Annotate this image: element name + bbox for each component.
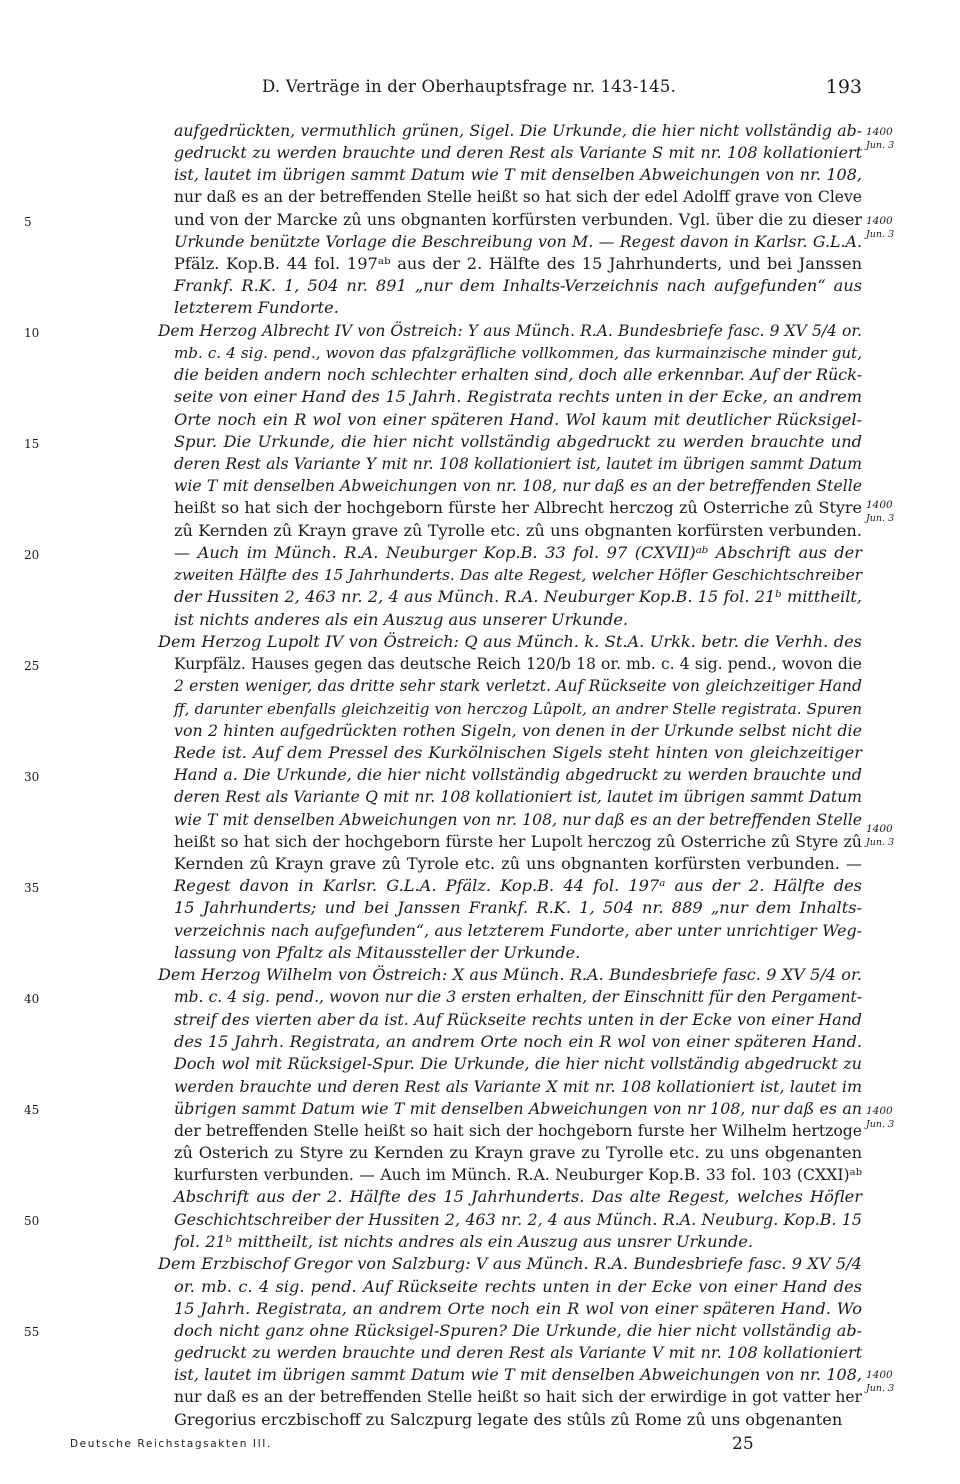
text-line [158,964,862,986]
text-line-content: des 15 Jahrh. Registrata, an andrem Orte noch ein R wol von einer späteren Hand. [174,1032,862,1051]
header-title: D. Verträge in der Oberhauptsfrage nr. 143-145. [262,77,677,96]
text-line [174,497,862,519]
text-line [174,653,862,675]
text-line [174,164,862,186]
margin-date-year: 1400 [866,1105,893,1117]
text-line [174,875,862,897]
text-line [174,1076,862,1098]
text-line [174,186,862,208]
text-line-content: deren Rest als Variante Q mit nr. 108 kollationiert ist, lautet im übrigen sammt Datum [174,787,862,806]
text-line-content: — Auch im Münch. R.A. Neuburger Kop.B. 33 fol. 97 (CXVII)ᵃᵇ Abschrift aus der [174,543,862,562]
text-line-content: Kernden zû Krayn grave zû Tyrole etc. zû uns obgnanten korfürsten verbunden. — [174,854,862,873]
margin-date-day: Jun. 3 [866,837,895,848]
text-line [174,853,862,875]
text-line-content: nur daß es an der betreffenden Stelle heißt so hait sich der erwirdige in got vatter her [174,1388,862,1406]
text-line-content: ff, darunter ebenfalls gleichzeitig von herczog Lûpolt, an andrer Stelle registrata. Spuren [174,700,862,718]
line-number: 55 [24,1325,40,1339]
margin-date [866,823,946,849]
text-line-content: Hand a. Die Urkunde, die hier nicht vollständig abgedruckt zu werden brauchte und [174,765,862,784]
margin-date [866,126,946,152]
text-line [174,1098,862,1120]
line-number: 25 [24,659,40,673]
margin-date [866,499,946,525]
text-line-content: Orte noch ein R wol von einer späteren Hand. Wol kaum mit deutlicher Rücksigel- [174,410,862,429]
text-line-content: Spur. Die Urkunde, die hier nicht vollständig abgedruckt zu werden brauchte und [174,432,862,451]
text-line [174,720,862,742]
text-line-content: Gregorius erczbischoff zu Salczpurg legate des stûls zû Rome zû uns obgenanten [174,1410,843,1429]
text-line-content: gedruckt zu werden brauchte und deren Rest als Variante S mit nr. 108 kollationiert [174,143,862,162]
text-line-content: Dem Erzbischof Gregor von Salzburg: V aus Münch. R.A. Bundesbriefe fasc. 9 XV 5/4 [158,1254,862,1273]
line-number: 30 [24,770,40,784]
text-line-content: die beiden andern noch schlechter erhalten sind, doch alle erkennbar. Auf der Rück- [174,365,862,384]
line-number: 40 [24,992,40,1006]
text-line-content: zû Kernden zû Krayn grave zû Tyrolle etc. zû uns obgnanten korfürsten verbunden. [174,521,862,540]
text-line [174,142,862,164]
text-line-content: ist nichts anderes als ein Auszug aus unserer Urkunde. [174,610,629,629]
text-line-content: 15 Jahrhunderts; und bei Janssen Frankf. R.K. 1, 504 nr. 889 „nur dem Inhalts- [174,898,862,917]
text-line [174,1320,862,1342]
text-line [174,809,862,831]
text-line [174,275,862,297]
text-line [174,698,862,720]
text-line-content: Abschrift aus der 2. Hälfte des 15 Jahrhunderts. Das alte Regest, welches Höfler [174,1187,862,1206]
text-line-content: zweiten Hälfte des 15 Jahrhunderts. Das alte Regest, welcher Höfler Geschichtschreiber [174,566,862,584]
text-line-content: zû Osterich zu Styre zu Kernden zu Krayn grave zu Tyrolle etc. zu uns obgenanten [174,1143,862,1162]
line-number: 35 [24,881,40,895]
text-line-content: doch nicht ganz ohne Rücksigel-Spuren? Die Urkunde, die hier nicht vollständig ab- [174,1321,862,1340]
text-line [174,675,862,697]
text-line [174,897,862,919]
text-line [174,1031,862,1053]
text-line-content: nur daß es an der betreffenden Stelle heißt so hat sich der edel Adolff grave von Cleve [174,188,862,206]
text-line-content: übrigen sammt Datum wie T mit denselben Abweichungen von nr 108, nur daß es an [174,1099,862,1118]
running-header [262,77,862,101]
text-line-content: 15 Jahrh. Registrata, an andrem Orte noch ein R wol von einer späteren Hand. Wo [174,1299,862,1318]
margin-date [866,215,946,241]
text-line [174,120,862,142]
margin-date-day: Jun. 3 [866,140,895,151]
margin-date-day: Jun. 3 [866,1119,895,1130]
text-line [174,542,862,564]
margin-date [866,1105,946,1131]
text-line [174,564,862,586]
text-line [174,1342,862,1364]
text-line-content: Doch wol mit Rücksigel-Spur. Die Urkunde, die hier nicht vollständig abgedruckt zu [174,1054,862,1073]
text-line-content: Pfälz. Kop.B. 44 fol. 197ᵃᵇ aus der 2. Hälfte des 15 Jahrhunderts, und bei Janssen [174,254,862,273]
text-line [174,609,862,631]
text-line-content: Dem Herzog Albrecht IV von Östreich: Y aus Münch. R.A. Bundesbriefe fasc. 9 XV 5/4 or. [158,322,862,340]
text-line-content: verzeichnis nach aufgefunden“, aus letzterem Fundorte, aber unter unrichtiger Weg- [174,921,862,940]
line-number: 20 [24,548,40,562]
text-line [174,386,862,408]
text-line [174,742,862,764]
text-line [174,209,862,231]
text-line-content: or. mb. c. 4 sig. pend. Auf Rückseite rechts unten in der Ecke von einer Hand des [174,1277,862,1296]
line-number: 5 [24,215,32,229]
line-number: 50 [24,1214,40,1228]
text-line-content: streif des vierten aber da ist. Auf Rückseite rechts unten in der Ecke von einer Hand [174,1010,862,1029]
text-line-content: Rede ist. Auf dem Pressel des Kurkölnischen Sigels steht hinten von gleichzeitiger [174,743,862,762]
text-line-content: der betreffenden Stelle heißt so hait sich der hochgeborn furste her Wilhelm hertzoge [174,1121,862,1140]
text-line [174,364,862,386]
text-line [174,764,862,786]
text-line-content: von 2 hinten aufgedrückten rothen Sigeln, von denen in der Urkunde selbst nicht die [174,721,862,740]
text-line-content: gedruckt zu werden brauchte und deren Rest als Variante V mit nr. 108 kollationiert [174,1343,862,1362]
text-line [174,1231,862,1253]
text-line [174,1209,862,1231]
text-line [158,320,862,342]
text-line-content: Urkunde benützte Vorlage die Beschreibung von M. — Regest davon in Karlsr. G.L.A. [174,232,862,251]
text-line-content: mb. c. 4 sig. pend., wovon das pfalzgräfliche vollkommen, das kurmainzische minder gut, [174,344,862,362]
text-line [174,1120,862,1142]
text-line-content: Kurpfälz. Hauses gegen das deutsche Reich 120/b 18 or. mb. c. 4 sig. pend., wovon die [174,655,862,673]
text-line-content: und von der Marcke zû uns obgnanten korfürsten verbunden. Vgl. über die zu dieser [174,210,862,229]
margin-date-day: Jun. 3 [866,1383,895,1394]
text-line [174,475,862,497]
text-line [158,631,862,653]
text-line-content: wie T mit denselben Abweichungen von nr. 108, nur daß es an der betreffenden Stelle [174,810,862,829]
text-line [174,1009,862,1031]
text-line [174,586,862,608]
text-line [174,942,862,964]
line-number: 15 [24,437,40,451]
text-line-content: fol. 21ᵇ mittheilt, ist nichts andres als ein Auszug aus unsrer Urkunde. [174,1232,754,1251]
text-line-content: ist, lautet im übrigen sammt Datum wie T mit denselben Abweichungen von nr. 108, [174,1365,862,1384]
text-line [174,431,862,453]
text-line-content: Dem Herzog Wilhelm von Östreich: X aus Münch. R.A. Bundesbriefe fasc. 9 XV 5/4 or. [158,965,862,984]
text-line [174,786,862,808]
line-number: 45 [24,1103,40,1117]
text-line [174,1186,862,1208]
text-line [174,920,862,942]
text-line [174,342,862,364]
margin-date [866,1369,946,1395]
text-line-content: deren Rest als Variante Y mit nr. 108 kollationiert ist, lautet im übrigen sammt Datum [174,454,862,473]
footer-signature: Deutsche Reichstagsakten III. [70,1438,272,1450]
text-line [174,1409,862,1431]
text-line [174,1298,862,1320]
margin-date-day: Jun. 3 [866,229,895,240]
text-line-content: letzterem Fundorte. [174,298,339,317]
text-line-content: Dem Herzog Lupolt IV von Östreich: Q aus Münch. k. St.A. Urkk. betr. die Verhh. des [158,632,862,651]
text-line [174,1164,862,1186]
margin-date-year: 1400 [866,499,893,511]
margin-date-year: 1400 [866,1369,893,1381]
text-line [174,231,862,253]
text-line [174,297,862,319]
text-line-content: 2 ersten weniger, das dritte sehr stark verletzt. Auf Rückseite von gleichzeitiger Hand [174,676,862,695]
text-line [174,1386,862,1408]
margin-date-day: Jun. 3 [866,513,895,524]
text-line [174,1053,862,1075]
sheet-number: 25 [732,1434,754,1454]
text-line [174,409,862,431]
text-line-content: heißt so hat sich der hochgeborn fürste her Lupolt herczog zû Osterriche zû Styre zû [174,832,862,851]
text-line [174,253,862,275]
margin-date-year: 1400 [866,215,893,227]
text-line-content: seite von einer Hand des 15 Jahrh. Registrata rechts unten in der Ecke, an andrem [174,387,862,406]
text-line [174,1142,862,1164]
text-line-content: lassung von Pfaltz als Mitaussteller der Urkunde. [174,943,581,962]
text-line-content: der Hussiten 2, 463 nr. 2, 4 aus Münch. R.A. Neuburger Kop.B. 15 fol. 21ᵇ mittheilt, [174,587,862,606]
page-number: 193 [825,76,862,98]
text-line-content: kurfursten verbunden. — Auch im Münch. R.A. Neuburger Kop.B. 33 fol. 103 (CXXI)ᵃᵇ [174,1165,862,1184]
text-line-content: mb. c. 4 sig. pend., wovon nur die 3 ersten erhalten, der Einschnitt für den Pergament- [174,988,862,1006]
margin-date-year: 1400 [866,126,893,138]
text-line-content: Regest davon in Karlsr. G.L.A. Pfälz. Kop.B. 44 fol. 197ᵃ aus der 2. Hälfte des [174,876,862,895]
text-line [158,1253,862,1275]
text-line [174,1364,862,1386]
text-line-content: heißt so hat sich der hochgeborn fürste her Albrecht herczog zû Osterriche zû Styre [174,498,862,517]
text-line [174,520,862,542]
page-footer [70,1436,860,1456]
text-line-content: werden brauchte und deren Rest als Variante X mit nr. 108 kollationiert ist, lautet im [174,1077,862,1096]
margin-date-year: 1400 [866,823,893,835]
text-line-content: Geschichtschreiber der Hussiten 2, 463 nr. 2, 4 aus Münch. R.A. Neuburg. Kop.B. 15 [174,1210,862,1229]
text-line [174,1276,862,1298]
text-line [174,453,862,475]
text-line-content: wie T mit denselben Abweichungen von nr. 108, nur daß es an der betreffenden Stelle [174,476,862,495]
text-line-content: aufgedrückten, vermuthlich grünen, Sigel. Die Urkunde, die hier nicht vollständig ab- [174,121,862,140]
text-line-content: ist, lautet im übrigen sammt Datum wie T mit denselben Abweichungen von nr. 108, [174,165,862,184]
text-line-content: Frankf. R.K. 1, 504 nr. 891 „nur dem Inhalts-Verzeichnis nach aufgefunden“ aus [174,276,862,295]
line-number: 10 [24,326,40,340]
text-line [174,986,862,1008]
text-line [174,831,862,853]
